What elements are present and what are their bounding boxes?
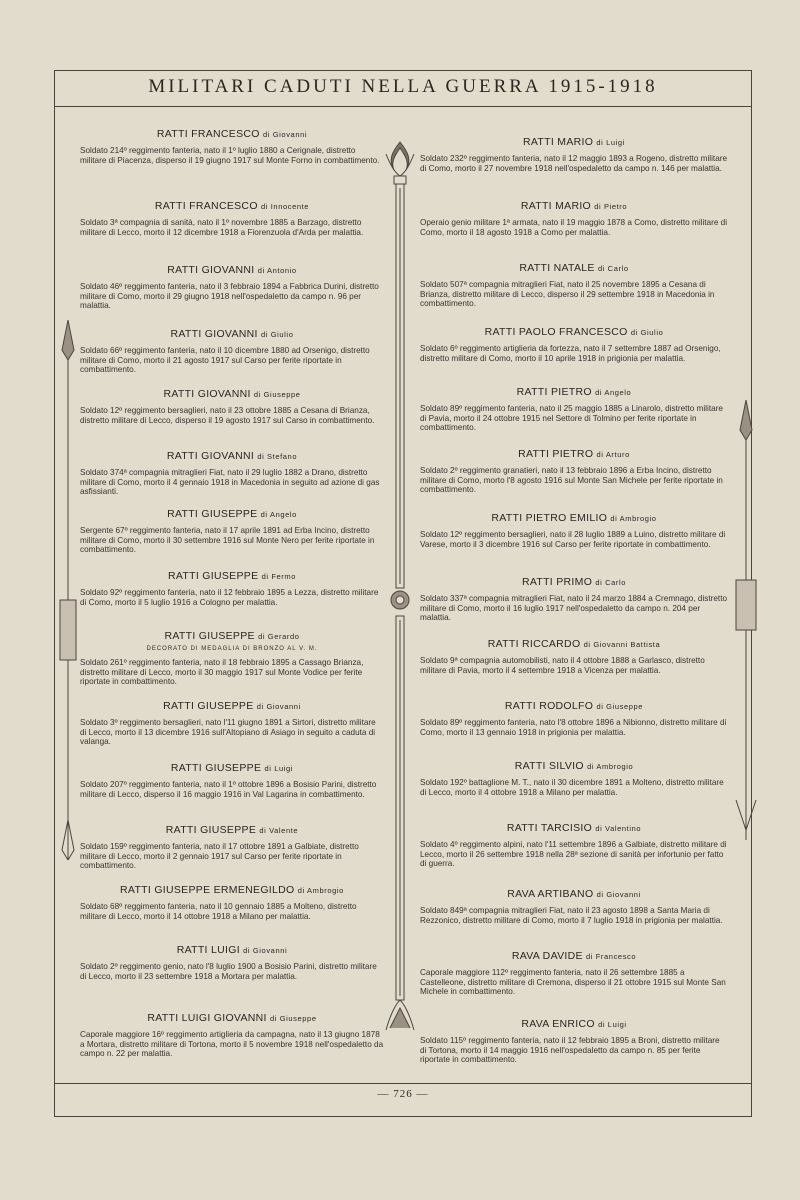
entry-text: Caporale maggiore 16º reggimento artiglieria da campagna, nato il 13 giugno 1878 a Mortara, distretto militare di Tortona, morto il 5 novembre 1918 nell'ospedaletto da campo n. 22 per malattia. <box>80 1030 384 1059</box>
surname: RATTI PRIMO <box>521 576 593 588</box>
entry <box>420 822 728 869</box>
entry-text: Soldato 46º reggimento fanteria, nato il 3 febbraio 1894 a Fabbrica Durini, distretto militare di Como, morto il 29 giugno 1918 nell'ospedaletto da campo n. 96 per malattia. <box>80 282 379 311</box>
entry <box>420 386 728 433</box>
entry <box>420 448 728 495</box>
entry <box>420 136 728 173</box>
entry-name <box>420 326 728 338</box>
entry-text: Soldato 337ª compagnia mitraglieri Fiat, nato il 24 marzo 1884 a Cremnago, distretto militare di Como, morto il 16 luglio 1917 nell'ospedaletto da campo n. 204 per malattia. <box>420 594 728 623</box>
entry-name <box>80 508 384 520</box>
surname: RATTI GIUSEPPE <box>165 824 257 836</box>
parent-name: di Gerardo <box>258 632 300 641</box>
entry-name <box>80 128 384 140</box>
entry-name <box>80 1012 384 1024</box>
parent-name: di Stefano <box>257 452 298 461</box>
entry-name <box>420 136 728 148</box>
entry-text: Soldato 12º reggimento bersaglieri, nato il 23 ottobre 1885 a Cesana di Brianza, distretto militare di Lecco, disperso il 19 agosto 1917 sul Carso in combattimento. <box>80 406 375 425</box>
entry <box>420 262 728 309</box>
entry-text: Soldato 89º reggimento fanteria, nato l'8 ottobre 1896 a Nibionno, distretto militare di Como, morto il 13 gennaio 1918 in prigionia per malattia. <box>420 718 727 737</box>
parent-name: di Luigi <box>598 1020 627 1029</box>
parent-name: di Ambrogio <box>610 514 657 523</box>
entry-name <box>80 200 384 212</box>
parent-name: di Luigi <box>596 138 625 147</box>
parent-name: di Francesco <box>586 952 637 961</box>
entry <box>420 638 728 675</box>
entry <box>80 570 384 607</box>
parent-name: di Valentino <box>595 824 642 833</box>
entry <box>420 950 728 997</box>
entry-name <box>420 638 728 650</box>
parent-name: di Innocente <box>261 202 310 211</box>
entry-text: Soldato 261º reggimento fanteria, nato il 18 febbraio 1895 a Cassago Brianza, distretto militare di Lecco, morto il 30 maggio 1917 sul Monte Vodice per ferite riportate in combattimento. <box>80 658 364 687</box>
entry <box>80 824 384 871</box>
entry-text: Soldato 207º reggimento fanteria, nato il 1º ottobre 1896 a Bosisio Parini, distretto militare di Lecco, disperso il 16 maggio 1916 in Val Lagarina in combattimento. <box>80 780 377 799</box>
entry <box>80 508 384 555</box>
surname: RATTI FRANCESCO <box>154 200 258 212</box>
entry <box>420 512 728 549</box>
parent-name: di Giulio <box>630 328 664 337</box>
entry-text: Soldato 374ª compagnia mitraglieri Fiat, nato il 29 luglio 1882 a Drano, distretto militare di Como, morto il 4 gennaio 1918 in Macedonia in seguito ad azione di gas asfissianti. <box>80 468 380 497</box>
surname: RAVA ENRICO <box>521 1018 595 1030</box>
surname: RATTI SILVIO <box>514 760 584 772</box>
surname: RAVA ARTIBANO <box>507 888 594 900</box>
left-spear-ornament <box>54 320 82 860</box>
right-spear-ornament <box>732 400 760 840</box>
entry-name <box>420 822 728 834</box>
surname: RATTI PIETRO <box>516 386 592 398</box>
entry-text: Soldato 232º reggimento fanteria, nato il 12 maggio 1893 a Rogeno, distretto militare di Como, morto il 27 novembre 1918 nell'ospedaletto da campo n. 146 per malattia. <box>420 154 728 173</box>
entry-text: Soldato 4º reggimento alpini, nato l'11 settembre 1896 a Galbiate, distretto militare di Lecco, morto il 26 settembre 1918 nella 28ª sezione di sanità per infortunio per fatto di guerra. <box>420 840 727 869</box>
entry <box>80 884 384 921</box>
torch-ornament <box>378 140 422 1040</box>
entry <box>80 700 384 747</box>
entry-name <box>80 884 384 896</box>
entry <box>80 630 384 687</box>
entry-name <box>80 824 384 836</box>
entry-text: Soldato 159º reggimento fanteria, nato il 17 ottobre 1891 a Galbiate, distretto militare di Lecco, morto il 2 gennaio 1917 sul Carso per ferite riportate in combattimento. <box>80 842 359 871</box>
surname: RATTI GIOVANNI <box>163 388 251 400</box>
entry <box>80 450 384 497</box>
entry-text: Soldato 507ª compagnia mitraglieri Fiat, nato il 25 novembre 1895 a Cesana di Brianza, distretto militare di Lecco, disperso il 29 settembre 1918 in Macedonia in combattimento. <box>420 280 715 309</box>
surname: RATTI GIUSEPPE <box>170 762 262 774</box>
surname: RATTI PAOLO FRANCESCO <box>484 326 628 338</box>
parent-name: di Carlo <box>597 264 629 273</box>
entry-name <box>420 1018 728 1030</box>
surname: RATTI LUIGI <box>176 944 240 956</box>
parent-name: di Giovanni <box>243 946 288 955</box>
parent-name: di Giulio <box>260 330 294 339</box>
entry <box>80 200 384 237</box>
entry-text: Soldato 2º reggimento genio, nato l'8 luglio 1900 a Bosisio Parini, distretto militare di Lecco, morto il 23 settembre 1918 a Mortara per malattia. <box>80 962 377 981</box>
parent-name: di Angelo <box>595 388 632 397</box>
surname: RATTI GIUSEPPE <box>168 570 259 582</box>
parent-name: di Giuseppe <box>596 702 644 711</box>
parent-name: di Giovanni <box>263 130 308 139</box>
parent-name: di Valente <box>259 826 299 835</box>
entry-name <box>420 448 728 460</box>
entry-name <box>80 388 384 400</box>
entry <box>80 388 384 425</box>
entry-name <box>80 700 384 712</box>
surname: RATTI RODOLFO <box>504 700 594 712</box>
footer-rule <box>54 1083 752 1084</box>
entry-name <box>420 888 728 900</box>
entry <box>80 762 384 799</box>
entry-name <box>420 576 728 588</box>
entry-name <box>80 570 384 582</box>
surname: RATTI GIOVANNI <box>167 264 255 276</box>
surname: RATTI TARCISIO <box>506 822 593 834</box>
surname: RAVA DAVIDE <box>511 950 583 962</box>
surname: RATTI MARIO <box>523 136 594 148</box>
page-title: MILITARI CADUTI NELLA GUERRA 1915-1918 <box>148 76 658 97</box>
entry-name <box>420 262 728 274</box>
surname: RATTI GIUSEPPE <box>167 508 258 520</box>
surname: RATTI FRANCESCO <box>156 128 260 140</box>
entry <box>80 328 384 375</box>
entry-text: Soldato 66º reggimento fanteria, nato il 10 dicembre 1880 ad Orsenigo, distretto militare di Como, morto il 21 agosto 1917 sul Carso per ferite riportate in combattimento. <box>80 346 370 375</box>
entry-name <box>420 512 728 524</box>
entry <box>80 1012 384 1059</box>
entry <box>420 888 728 925</box>
parent-name: di Giuseppe <box>269 1014 317 1023</box>
entry-name <box>420 950 728 962</box>
parent-name: di Ambrogio <box>587 762 634 771</box>
entry-text: Soldato 6º reggimento artiglieria da fortezza, nato il 7 settembre 1887 ad Orsenigo, distretto militare di Como, morto il 10 aprile 1918 in prigionia per malattia. <box>420 344 721 363</box>
entry-name <box>420 700 728 712</box>
parent-name: di Giuseppe <box>253 390 301 399</box>
parent-name: di Carlo <box>595 578 627 587</box>
entry-text: Soldato 849ª compagnia mitraglieri Fiat, nato il 23 agosto 1898 a Santa Maria di Rezzonico, distretto militare di Como, morto il 7 luglio 1918 in prigionia per malattia. <box>420 906 723 925</box>
entry-text: Soldato 3º reggimento bersaglieri, nato l'11 giugno 1891 a Sirtori, distretto militare di Lecco, morto il 13 dicembre 1916 sull'Altopiano di Asiago in seguito a caduta di valanga. <box>80 718 376 747</box>
entry-text: Soldato 9ª compagnia automobilisti, nato il 4 ottobre 1888 a Garlasco, distretto militare di Pavia, morto il 4 settembre 1918 a Vicenza per malattia. <box>420 656 705 675</box>
entry <box>420 1018 728 1065</box>
parent-name: di Giovanni <box>256 702 301 711</box>
parent-name: di Giovanni Battista <box>583 640 661 649</box>
entry-name <box>80 630 384 642</box>
parent-name: di Angelo <box>260 510 297 519</box>
entry-text: Caporale maggiore 112º reggimento fanteria, nato il 26 settembre 1885 a Castelleone, distretto militare di Cremona, disperso il 21 ottobre 1915 sul Monte San Michele in combattimento. <box>420 968 726 997</box>
parent-name: di Luigi <box>264 764 294 773</box>
entry-name <box>80 944 384 956</box>
entry-text: Sergente 67º reggimento fanteria, nato il 17 aprile 1891 ad Erba Incino, distretto militare di Como, morto il 30 settembre 1916 sul Monte Nero per ferite riportate in combattimento. <box>80 526 375 555</box>
parent-name: di Ambrogio <box>297 886 344 895</box>
surname: RATTI GIOVANNI <box>166 450 255 462</box>
entry-name <box>420 760 728 772</box>
page-number: — 726 — <box>377 1088 429 1100</box>
entry-text: Soldato 214º reggimento fanteria, nato il 1º luglio 1880 a Cerignale, distretto militare di Piacenza, disperso il 19 giugno 1917 sul Monte Forno in combattimento. <box>80 146 380 165</box>
entry-name <box>420 386 728 398</box>
entry <box>420 700 728 737</box>
entry-text: Soldato 3ª compagnia di sanità, nato il 1º novembre 1885 a Barzago, distretto militare di Lecco, morto il 12 dicembre 1918 a Fiorenzuola d'Arda per malattia. <box>80 218 364 237</box>
surname: RATTI RICCARDO <box>487 638 581 650</box>
entry <box>420 326 728 363</box>
parent-name: di Pietro <box>594 202 628 211</box>
header-rule <box>54 106 752 107</box>
surname: RATTI MARIO <box>520 200 592 212</box>
parent-name: di Giovanni <box>596 890 641 899</box>
entry-name <box>80 264 384 276</box>
entry <box>80 128 384 165</box>
entry <box>420 576 728 623</box>
entry-text: Soldato 192º battaglione M. T., nato il 30 dicembre 1891 a Molteno, distretto militare di Lecco, morto il 4 ottobre 1918 a Milano per malattia. <box>420 778 724 797</box>
parent-name: di Fermo <box>261 572 296 581</box>
surname: RATTI GIUSEPPE ERMENEGILDO <box>120 884 295 896</box>
entry <box>420 760 728 797</box>
entry-name <box>80 762 384 774</box>
entry-text: Soldato 68º reggimento fanteria, nato il 10 gennaio 1885 a Molteno, distretto militare di Lecco, morto il 14 ottobre 1918 a Milano per malattia. <box>80 902 357 921</box>
surname: RATTI NATALE <box>519 262 595 274</box>
entry-text: Soldato 2º reggimento granatieri, nato il 13 febbraio 1896 a Erba Incino, distretto militare di Como, morto l'8 agosto 1916 sul Monte San Michele per ferite riportate in combattimento. <box>420 466 723 495</box>
entry-text: Soldato 92º reggimento fanteria, nato il 12 febbraio 1895 a Lezza, distretto militare di Como, morto il 5 luglio 1916 a Cologno per malattia. <box>80 588 379 607</box>
surname: RATTI GIOVANNI <box>170 328 258 340</box>
entry-name <box>80 450 384 462</box>
entry-text: Operaio genio militare 1ª armata, nato il 19 maggio 1878 a Como, distretto militare di Como, morto il 18 agosto 1918 a Como per malattia. <box>420 218 728 237</box>
entry-text: Soldato 12º reggimento bersaglieri, nato il 28 luglio 1889 a Luino, distretto militare di Varese, morto il 3 dicembre 1916 sul Carso per ferite riportate in combattimento. <box>420 530 726 549</box>
medal-note: DECORATO DI MEDAGLIA DI BRONZO AL V. M. <box>146 646 318 652</box>
entry-name <box>80 328 384 340</box>
entry <box>80 944 384 981</box>
entry-name <box>420 200 728 212</box>
parent-name: di Arturo <box>596 450 630 459</box>
entry-text: Soldato 115º reggimento fanteria, nato il 12 febbraio 1895 a Broni, distretto militare di Tortona, morto il 14 maggio 1916 nell'ospedaletto da campo n. 85 per ferite riportate in combattimento. <box>420 1036 720 1065</box>
surname: RATTI PIETRO EMILIO <box>491 512 608 524</box>
surname: RATTI PIETRO <box>518 448 594 460</box>
parent-name: di Antonio <box>257 266 297 275</box>
entry <box>420 200 728 237</box>
entry-text: Soldato 89º reggimento fanteria, nato il 25 maggio 1885 a Linarolo, distretto militare di Pavia, morto il 24 ottobre 1915 nel Settore di Tolmino per ferite riportate in combattimento. <box>420 404 723 433</box>
surname: RATTI LUIGI GIOVANNI <box>147 1012 267 1024</box>
entry <box>80 264 384 311</box>
surname: RATTI GIUSEPPE <box>164 630 255 642</box>
surname: RATTI GIUSEPPE <box>163 700 254 712</box>
